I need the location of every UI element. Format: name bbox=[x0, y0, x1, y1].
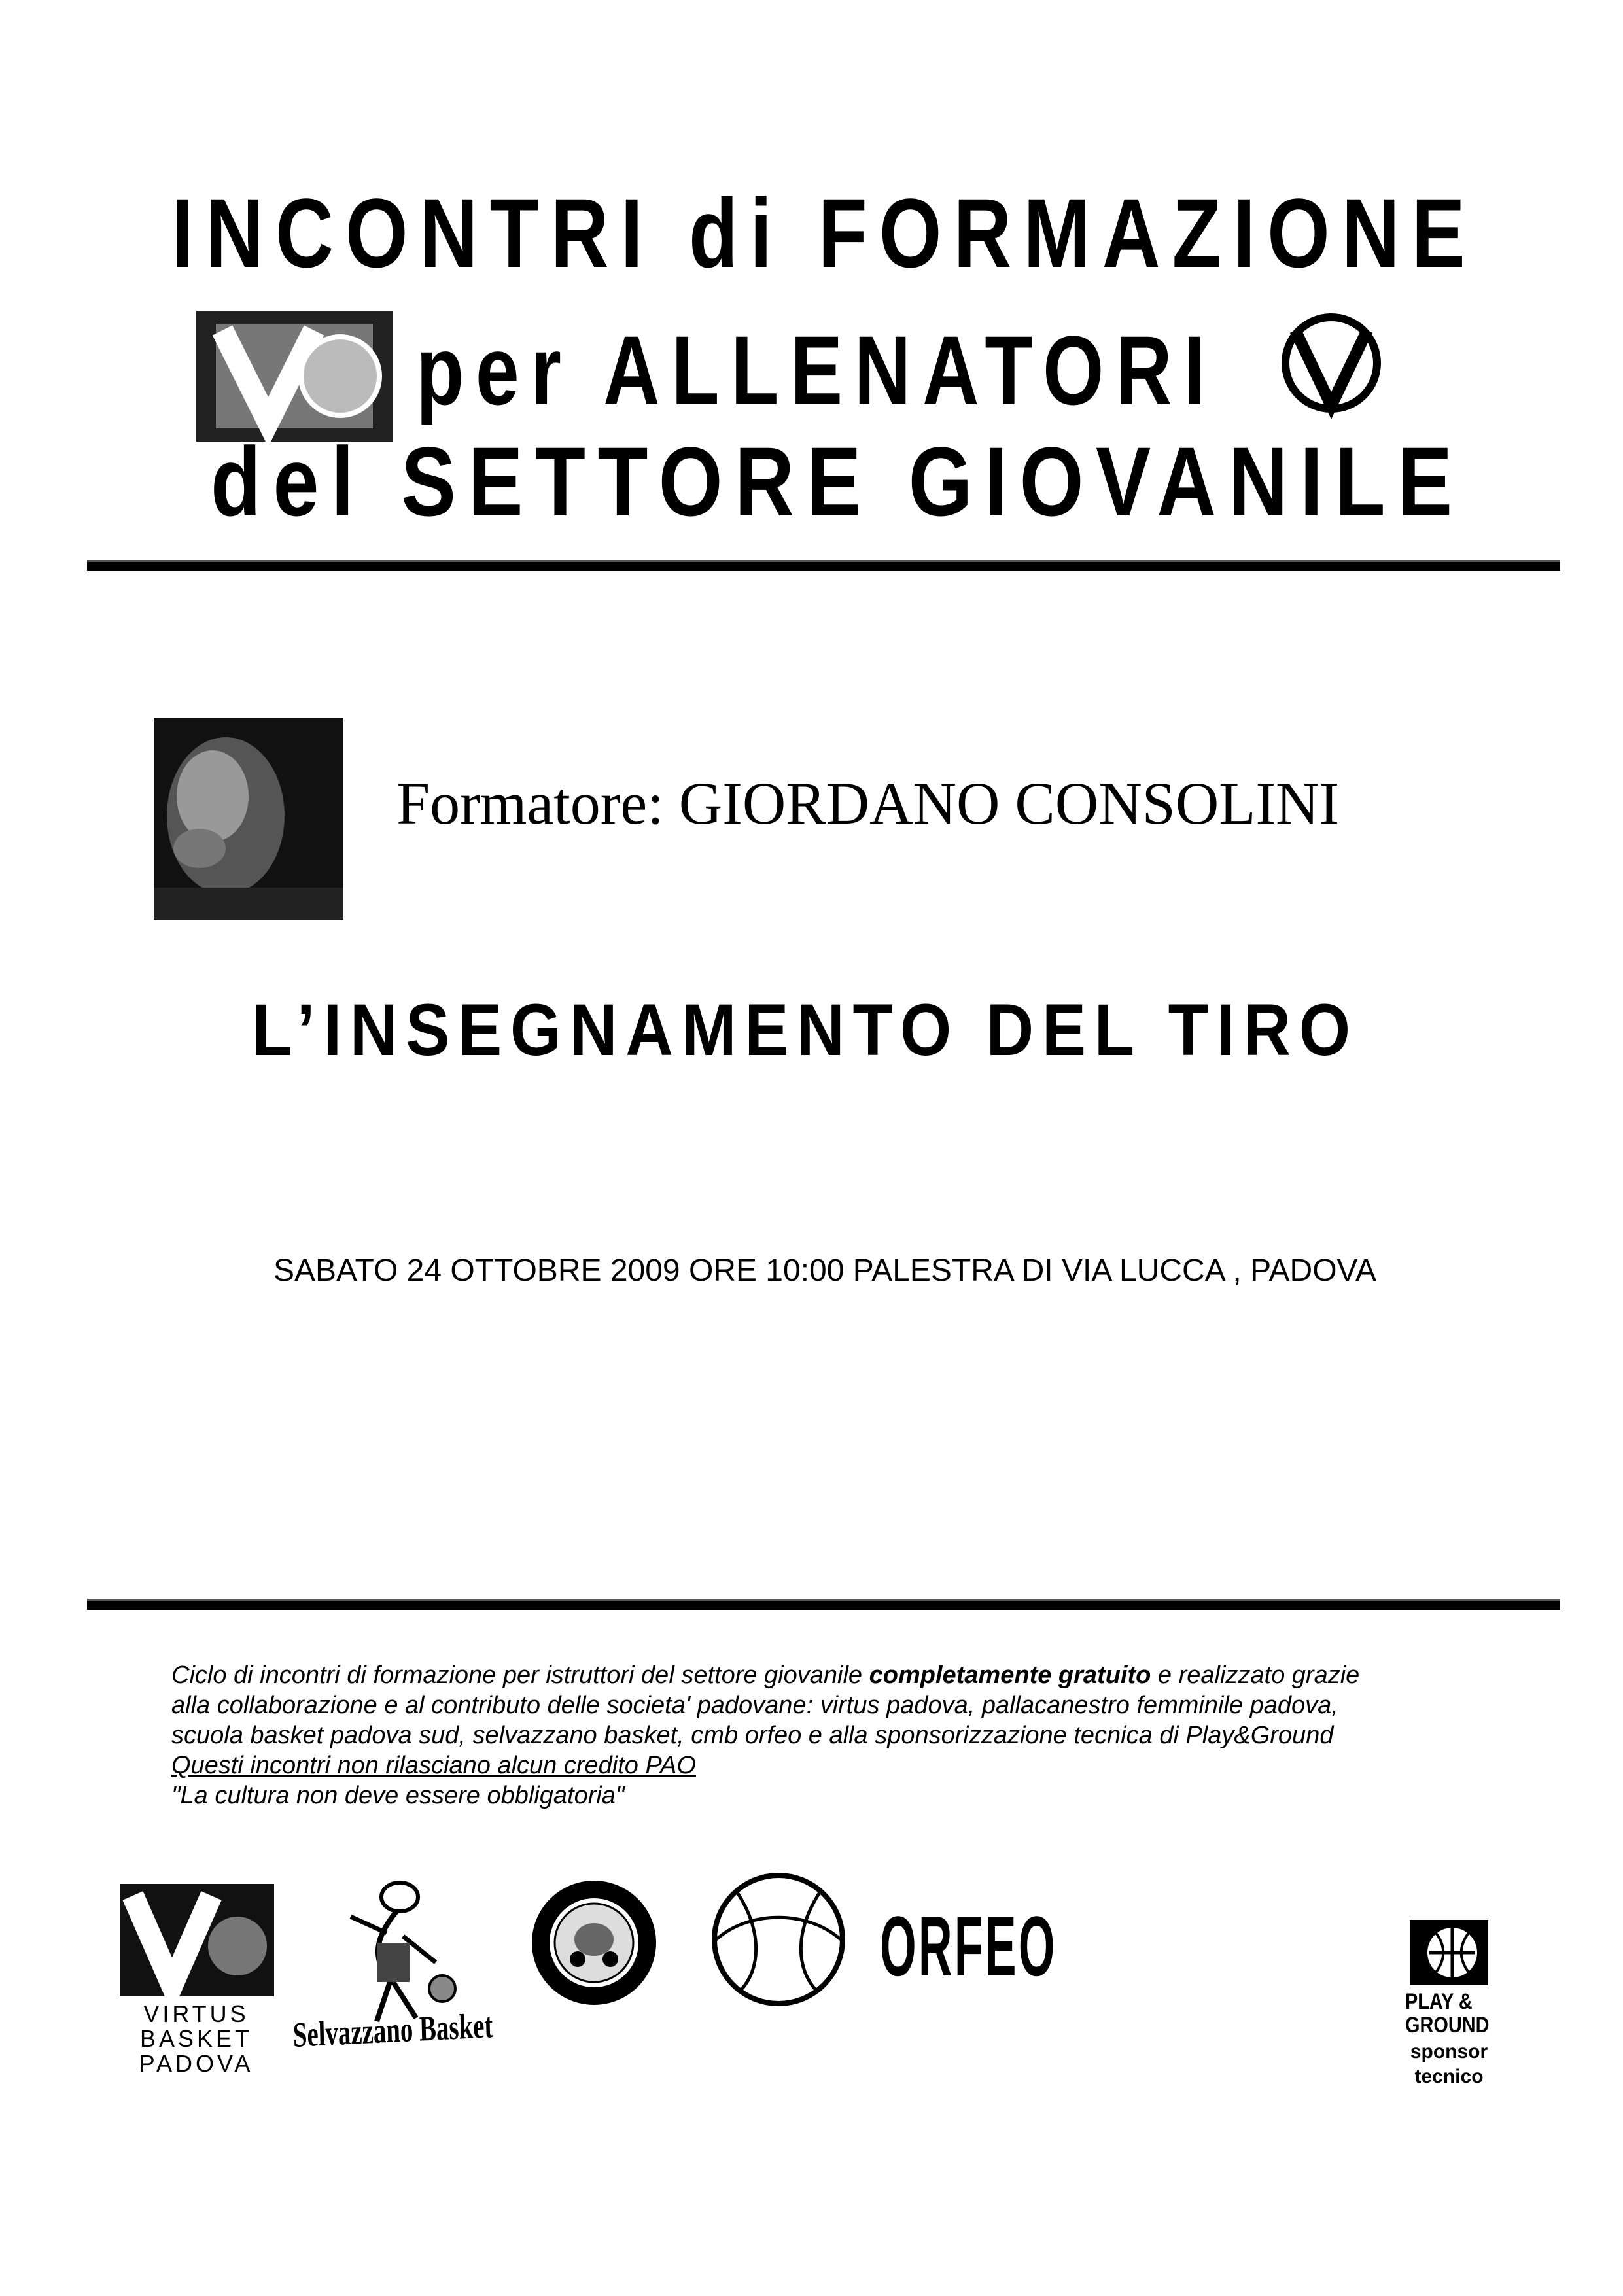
info-text: Ciclo di incontri di formazione per istruttori del settore giovanile bbox=[171, 1661, 869, 1689]
play-ground-label-line: GROUND bbox=[1405, 2013, 1490, 2038]
virtus-logo-icon bbox=[120, 1884, 274, 1996]
scuola-basket-logo-icon bbox=[529, 1877, 659, 2008]
info-line-1 bbox=[171, 1660, 1506, 1690]
play-ground-label bbox=[1405, 1990, 1489, 2037]
virtus-label bbox=[121, 2002, 271, 2076]
title-line-1: INCONTRI di FORMAZIONE bbox=[171, 178, 1477, 288]
title-line-2: per ALLENATORI bbox=[416, 315, 1217, 425]
play-ground-label-line: PLAY & bbox=[1405, 1989, 1473, 2014]
virtus-label-line: BASKET bbox=[139, 2025, 253, 2052]
divider-top bbox=[87, 560, 1560, 571]
info-line-2: alla collaborazione e al contributo delle societa' padovane: virtus padova, pallacanestro femminile padova, bbox=[171, 1692, 1338, 1719]
sponsor-role-line: sponsor bbox=[1410, 2041, 1488, 2062]
sponsor-role-line: tecnico bbox=[1414, 2066, 1484, 2087]
divider-bottom bbox=[87, 1599, 1560, 1610]
trainer-photo bbox=[154, 718, 343, 920]
orfeo-logo: ORFEO bbox=[880, 1898, 1057, 1994]
info-line-4: Questi incontri non rilasciano alcun credito PAO bbox=[171, 1752, 696, 1779]
v-circle-logo-icon bbox=[1279, 307, 1384, 419]
info-line-3: scuola basket padova sud, selvazzano basket, cmb orfeo e alla sponsorizzazione tecnica di Play&Ground bbox=[171, 1722, 1334, 1749]
info-paragraph bbox=[171, 1660, 1506, 1811]
virtus-label-line: PADOVA bbox=[139, 2050, 254, 2077]
title-line-3: del SETTORE GIOVANILE bbox=[211, 426, 1465, 536]
topic-heading: L’INSEGNAMENTO DEL TIRO bbox=[252, 989, 1359, 1071]
play-ground-logo-icon bbox=[1406, 1917, 1492, 1989]
sponsor-role bbox=[1410, 2040, 1488, 2089]
virtus-label-line: VIRTUS bbox=[143, 2000, 249, 2027]
info-emphasis: completamente gratuito bbox=[869, 1661, 1151, 1689]
cadelfabasket-ball-icon bbox=[710, 1871, 847, 2008]
trainer-name: Formatore: GIORDANO CONSOLINI bbox=[396, 770, 1340, 837]
info-line-5: "La cultura non deve essere obbligatoria" bbox=[171, 1782, 625, 1809]
info-text: e realizzato grazie bbox=[1151, 1661, 1360, 1689]
selvazzano-label: Selvazzano Basket bbox=[292, 2006, 493, 2055]
event-details: SABATO 24 OTTOBRE 2009 ORE 10:00 PALESTRA DI VIA LUCCA , PADOVA bbox=[273, 1253, 1377, 1288]
